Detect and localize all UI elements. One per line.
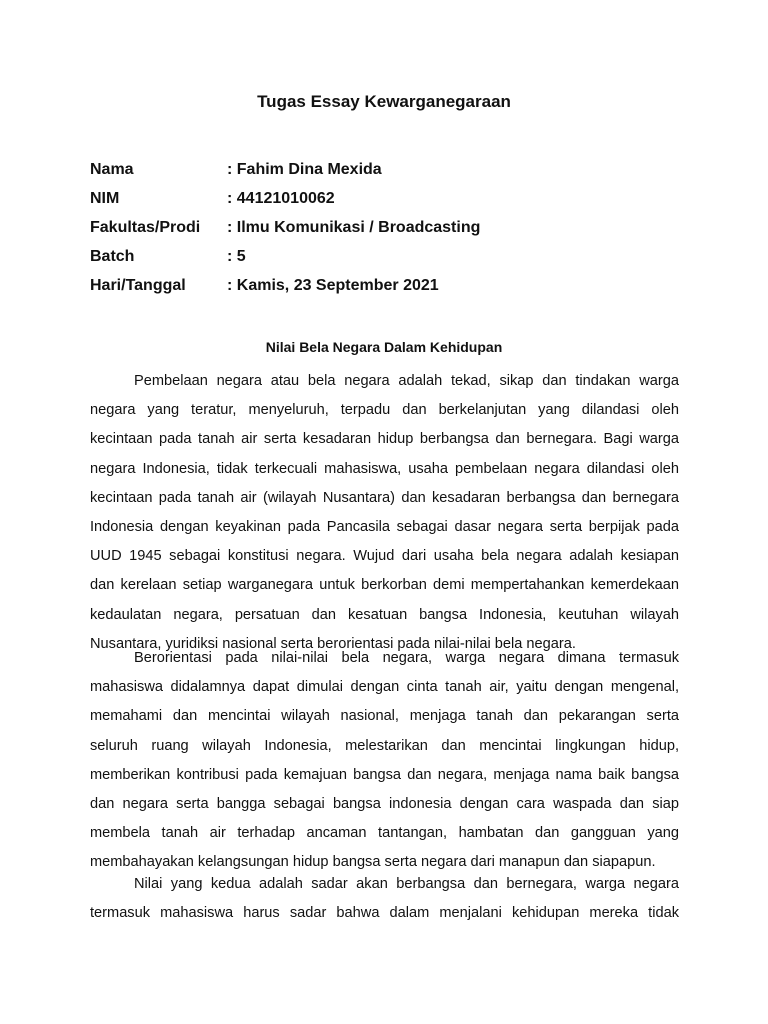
paragraph-line: dan negara serta bangga sebagai bangsa indonesia dengan cara waspada dan siap	[90, 796, 679, 813]
paragraph-line: kecintaan pada tanah air (wilayah Nusantara) dan kesadaran berbangsa dan bernegara	[90, 489, 679, 506]
paragraph-line: termasuk mahasiswa harus sadar bahwa dalam menjalani kehidupan mereka tidak	[90, 905, 679, 922]
info-label: Batch	[90, 248, 135, 266]
paragraph-1	[90, 367, 679, 659]
paragraph-line: negara yang teratur, menyeluruh, terpadu dan berkelanjutan yang dilandasi oleh	[90, 402, 679, 419]
info-row-nim	[90, 184, 480, 213]
paragraph-line: membela tanah air terhadap ancaman tantangan, hambatan dan gangguan yang	[90, 825, 679, 842]
paragraph-line: Nilai yang kedua adalah sadar akan berbangsa dan bernegara, warga negara	[134, 876, 679, 892]
info-value: : Fahim Dina Mexida	[227, 160, 382, 178]
info-label: Hari/Tanggal	[90, 277, 186, 295]
paragraph-2	[90, 644, 679, 878]
paragraph-line: memahami dan mencintai wilayah nasional, menjaga tanah dan pekarangan serta	[90, 708, 679, 725]
info-label: Fakultas/Prodi	[90, 218, 201, 236]
paragraph-line: seluruh ruang wilayah Indonesia, melestarikan dan mencintai lingkungan hidup,	[90, 737, 679, 754]
paragraph-line: Pembelaan negara atau bela negara adalah tekad, sikap dan tindakan warga	[134, 373, 679, 389]
paragraph-line: memberikan kontribusi pada kemajuan bangsa dan negara, menjaga nama baik bangsa	[90, 766, 679, 783]
paragraph-line: dan kerelaan setiap warganegara untuk berkorban demi mempertahankan kemerdekaan	[90, 577, 679, 594]
info-label: NIM	[90, 189, 120, 207]
section-title: Nilai Bela Negara Dalam Kehidupan	[265, 339, 503, 355]
paragraph-line: mahasiswa didalamnya dapat dimulai dengan cinta tanah air, yaitu dengan mengenal,	[90, 679, 679, 696]
info-label: Nama	[90, 160, 134, 178]
paragraph-line: negara Indonesia, tidak terkecuali mahasiswa, usaha pembelaan negara dilandasi oleh	[90, 460, 679, 477]
info-row-faculty	[90, 213, 480, 242]
document-title: Tugas Essay Kewarganegaraan	[257, 92, 511, 111]
info-value: : 44121010062	[227, 189, 335, 207]
paragraph-line: UUD 1945 sebagai konstitusi negara. Wujud dari usaha bela negara adalah kesiapan	[90, 548, 679, 565]
paragraph-line: Indonesia dengan keyakinan pada Pancasila sebagai dasar negara serta berpijak pada	[90, 519, 679, 536]
paragraph-line: membahayakan kelangsungan hidup bangsa serta negara dari manapun dan siapapun.	[90, 854, 656, 871]
info-value: : 5	[227, 248, 246, 266]
info-value: : Kamis, 23 September 2021	[227, 277, 439, 295]
info-value: : Ilmu Komunikasi / Broadcasting	[227, 218, 481, 236]
paragraph-line: Berorientasi pada nilai-nilai bela negara, warga negara dimana termasuk	[134, 650, 679, 666]
paragraph-3	[90, 870, 679, 928]
paragraph-line: kedaulatan negara, persatuan dan kesatuan bangsa Indonesia, keutuhan wilayah	[90, 606, 679, 623]
info-row-date	[90, 272, 480, 301]
paragraph-line: Nusantara, yuridiksi nasional serta berorientasi pada nilai-nilai bela negara.	[90, 635, 576, 652]
student-info-table	[90, 155, 480, 301]
paragraph-line: kecintaan pada tanah air serta kesadaran hidup berbangsa dan bernegara. Bagi warga	[90, 431, 679, 448]
info-row-batch	[90, 243, 480, 272]
info-row-name	[90, 155, 480, 184]
